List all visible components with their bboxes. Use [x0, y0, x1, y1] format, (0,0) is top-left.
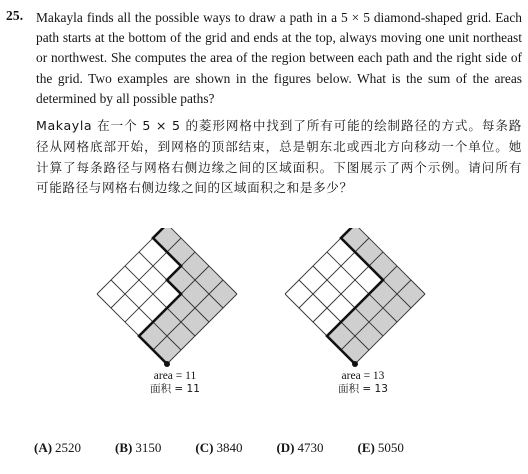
start-point — [352, 361, 358, 367]
answer-choices — [34, 440, 504, 456]
choice-a-value: 2520 — [55, 440, 82, 455]
figure-2-caption — [303, 370, 423, 396]
choice-e-value: 5050 — [377, 440, 404, 455]
choice-a[interactable] — [34, 440, 81, 456]
figure-path-example-2 — [260, 228, 450, 368]
choice-e[interactable] — [357, 440, 403, 456]
grid-line — [299, 238, 369, 308]
choice-d-value: 4730 — [297, 440, 324, 455]
choice-d[interactable] — [276, 440, 323, 456]
figure-2-area-label-zh: 面积 = 13 — [338, 383, 388, 395]
start-point — [164, 361, 170, 367]
choice-c-value: 3840 — [216, 440, 243, 455]
figure-2-area-label: area = 13 — [341, 370, 385, 382]
question-text-english: Makayla finds all the possible ways to draw a path in a 5 × 5 diamond-shaped grid. Each path starts at the bottom of the grid and ends at the top, always moving one unit northeast or northwest. She computes the area of the region between each path and the right side of the grid. Two examples are shown in the figures below. What is the sum of the areas determined by all possible paths? — [36, 10, 522, 106]
choice-a-label: (A) — [34, 440, 53, 455]
choice-d-label: (D) — [276, 440, 295, 455]
choice-e-label: (E) — [357, 440, 375, 455]
grid-line — [111, 238, 181, 308]
choice-b-label: (B) — [115, 440, 133, 455]
question-number: 25. — [6, 8, 24, 23]
question-text-chinese: Makayla 在一个 5 × 5 的菱形网格中找到了所有可能的绘制路径的方式。每条路径从网格底部开始，到网格的顶部结束，总是朝东北或西北方向移动一个单位。她计算了每条路径与网格右侧边缘之间的区域面积。下图展示了两个示例。请问所有可能路径与网格右侧边缘之间的区域面积之和是多少？ — [36, 118, 522, 196]
choice-b[interactable] — [115, 440, 161, 456]
figure-1-area-label-zh: 面积 = 11 — [150, 383, 200, 395]
choice-b-value: 3150 — [135, 440, 162, 455]
choice-c[interactable] — [195, 440, 242, 456]
figure-1-area-label: area = 11 — [153, 370, 197, 382]
choice-c-label: (C) — [195, 440, 214, 455]
figure-path-example-1 — [72, 228, 262, 368]
figure-1-caption — [115, 370, 235, 396]
